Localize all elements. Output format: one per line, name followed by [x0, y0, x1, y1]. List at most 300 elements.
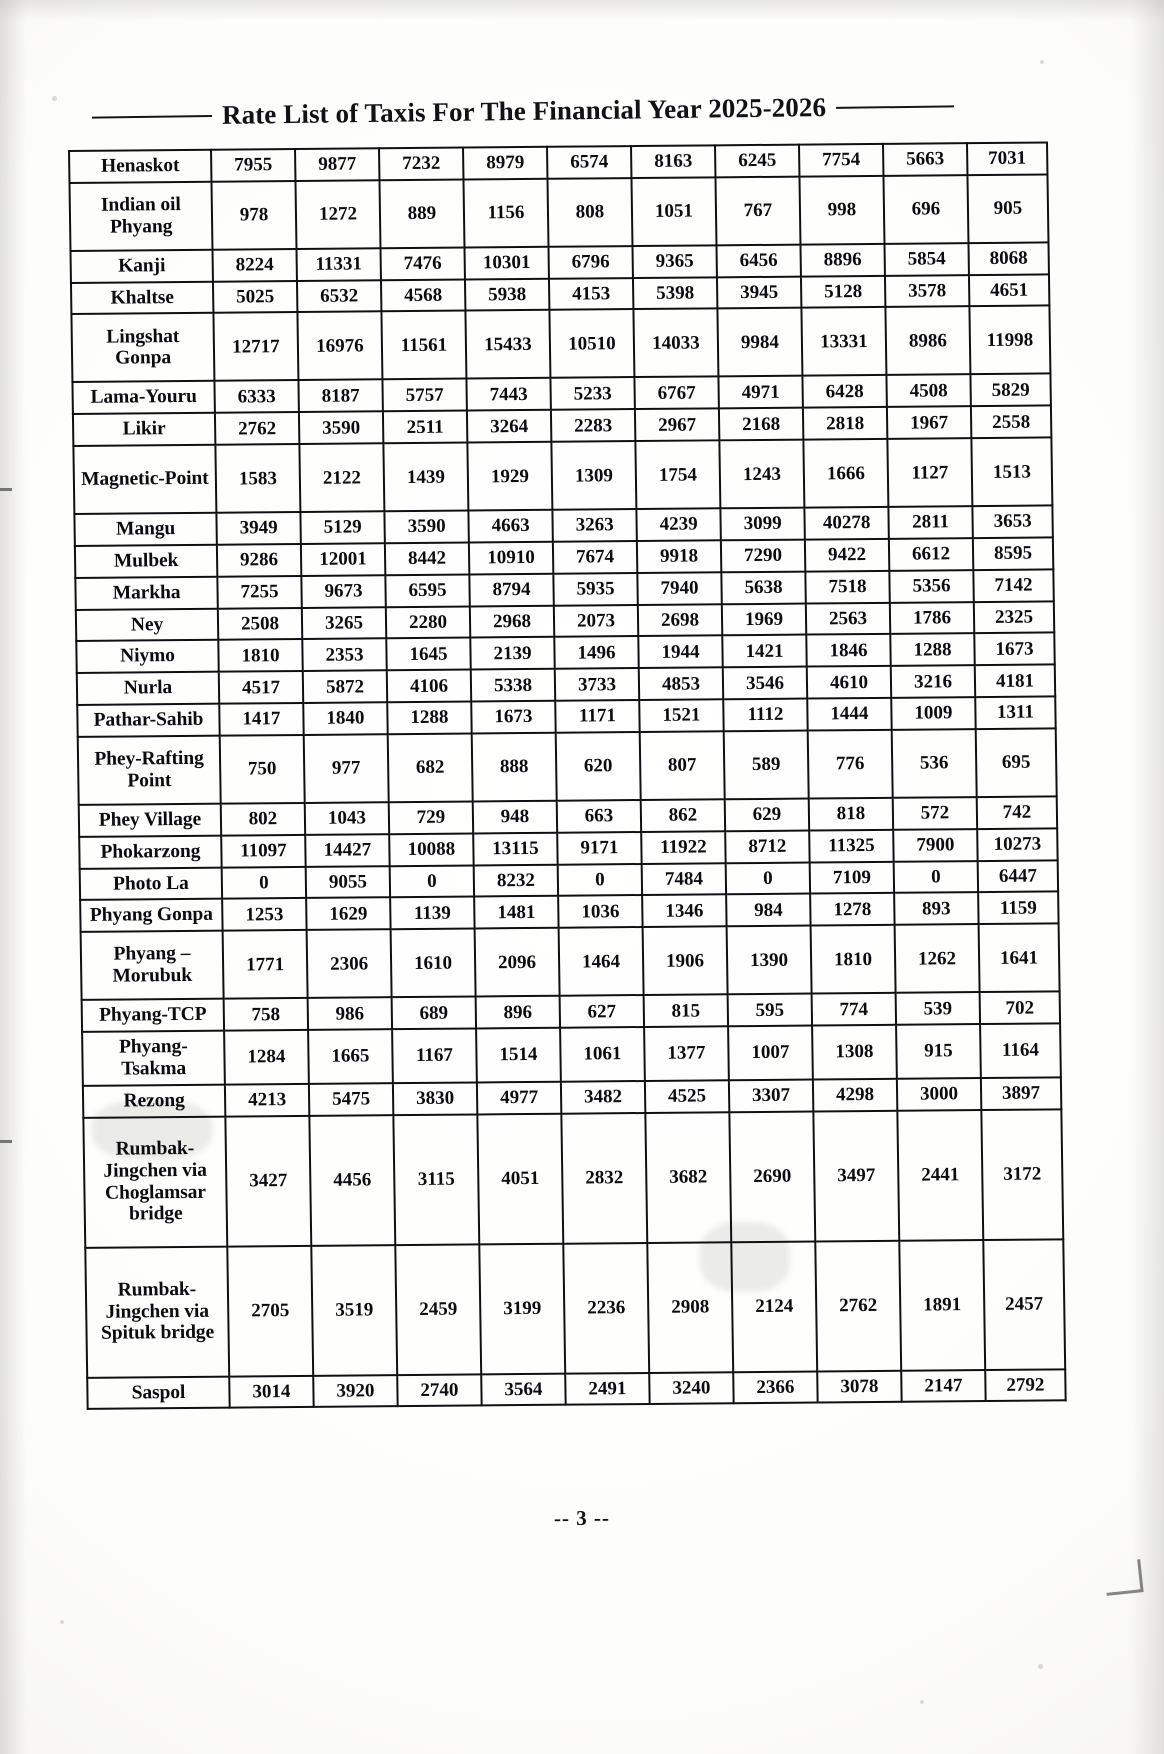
row-label: Lingshat Gonpa — [71, 313, 214, 382]
scan-speck — [1040, 60, 1044, 64]
rate-cell: 896 — [476, 996, 560, 1029]
rate-cell: 1346 — [642, 895, 726, 928]
rate-cell: 8794 — [469, 574, 553, 607]
table-row — [85, 1239, 1065, 1378]
rate-cell: 5475 — [309, 1083, 393, 1116]
rate-cell: 3733 — [555, 668, 639, 701]
rate-cell: 1846 — [806, 634, 890, 667]
rate-cell: 4568 — [381, 279, 465, 312]
rate-cell: 3263 — [552, 509, 636, 542]
rate-cell: 3897 — [981, 1077, 1061, 1110]
rate-cell: 8068 — [968, 242, 1048, 275]
rate-cell: 2459 — [395, 1244, 481, 1375]
row-label: Indian oil Phyang — [69, 182, 212, 251]
rate-cell: 3920 — [313, 1375, 397, 1408]
row-label: Markha — [75, 577, 217, 610]
table-row — [73, 438, 1052, 515]
rate-cell: 6796 — [548, 246, 632, 279]
rate-cell: 2491 — [565, 1373, 649, 1406]
rate-cell: 9055 — [306, 866, 390, 899]
rate-cell: 5356 — [889, 570, 973, 603]
rate-cell: 948 — [473, 801, 557, 834]
rate-cell: 7290 — [721, 540, 805, 573]
row-label: Rezong — [83, 1084, 225, 1117]
rate-cell: 9877 — [295, 148, 379, 181]
page-title: Rate List of Taxis For The Financial Year 2025-2026 — [221, 92, 827, 130]
rate-cell: 1967 — [887, 406, 971, 439]
rate-cell: 1444 — [807, 698, 891, 731]
rate-cell: 4663 — [468, 510, 552, 543]
rate-cell: 1673 — [974, 633, 1054, 666]
rate-cell: 2147 — [901, 1370, 985, 1403]
rate-cell: 3427 — [225, 1115, 311, 1246]
rate-cell: 1514 — [476, 1028, 561, 1082]
rate-cell: 9286 — [217, 544, 301, 577]
rate-cell: 8979 — [463, 147, 547, 180]
row-label: Phyang-Tsakma — [82, 1031, 225, 1086]
rate-cell: 3199 — [479, 1243, 565, 1374]
rate-cell: 758 — [224, 998, 308, 1031]
rate-cell: 1906 — [643, 927, 728, 996]
rate-cell: 7443 — [466, 378, 550, 411]
rate-cell: 8442 — [385, 542, 469, 575]
rate-cell: 1929 — [467, 442, 552, 511]
rate-cell: 5829 — [970, 374, 1050, 407]
row-label: Phyang – Morubuk — [81, 931, 224, 1000]
rate-cell: 3830 — [393, 1082, 477, 1115]
rate-cell: 1641 — [979, 924, 1060, 993]
rate-cell: 3578 — [885, 275, 969, 308]
row-label: Mangu — [74, 513, 216, 546]
rate-cell: 3240 — [649, 1372, 733, 1405]
rate-cell: 998 — [799, 176, 884, 245]
rate-cell: 905 — [967, 174, 1048, 243]
table-row — [83, 1109, 1063, 1248]
rate-cell: 1309 — [551, 441, 636, 510]
rate-cell: 11331 — [296, 248, 380, 281]
rate-cell: 2122 — [299, 443, 384, 512]
rate-cell: 3682 — [645, 1112, 731, 1243]
rate-cell: 4106 — [387, 670, 471, 703]
scan-speck — [60, 1620, 64, 1624]
rate-cell: 4610 — [807, 666, 891, 699]
row-label: Nurla — [77, 672, 219, 705]
rate-cell: 5129 — [300, 511, 384, 544]
rate-cell: 2096 — [475, 928, 560, 997]
rate-cell: 2325 — [974, 601, 1054, 634]
rate-cell: 5338 — [471, 669, 555, 702]
rate-cell: 0 — [222, 867, 306, 900]
rate-cell: 6447 — [978, 860, 1058, 893]
title-rule-right — [836, 105, 954, 109]
rate-table-wrapper — [68, 142, 1045, 1410]
rate-cell: 7900 — [893, 829, 977, 862]
rate-cell: 4971 — [718, 376, 802, 409]
rate-cell: 1308 — [812, 1025, 897, 1079]
rate-cell: 10301 — [464, 247, 548, 280]
rate-cell: 1513 — [971, 438, 1052, 507]
rate-cell: 7255 — [217, 576, 301, 609]
rate-cell: 1284 — [224, 1030, 309, 1084]
table-row — [81, 924, 1060, 1001]
rate-cell: 1969 — [722, 603, 806, 636]
rate-cell: 6612 — [889, 538, 973, 571]
rate-cell: 14033 — [633, 309, 718, 378]
rate-cell: 6456 — [716, 244, 800, 277]
rate-cell: 1786 — [890, 602, 974, 635]
rate-cell: 1164 — [980, 1023, 1061, 1077]
rate-cell: 818 — [809, 798, 893, 831]
rate-cell: 986 — [308, 997, 392, 1030]
rate-cell: 1243 — [719, 440, 804, 509]
page-margin-tick — [0, 1140, 12, 1143]
rate-cell: 7955 — [211, 149, 295, 182]
rate-cell: 1159 — [978, 892, 1058, 925]
rate-cell: 1007 — [728, 1026, 813, 1080]
rate-cell: 7518 — [805, 571, 889, 604]
rate-cell: 6595 — [385, 574, 469, 607]
rate-cell: 595 — [728, 994, 812, 1027]
rate-cell: 3546 — [723, 667, 807, 700]
rate-cell: 776 — [808, 730, 893, 799]
table-row — [71, 306, 1050, 383]
rate-cell: 1439 — [383, 443, 468, 512]
rate-cell: 978 — [211, 181, 296, 250]
rate-cell: 10088 — [389, 833, 473, 866]
table-row — [78, 728, 1057, 805]
rate-cell: 7476 — [380, 247, 464, 280]
rate-cell: 1810 — [811, 925, 896, 994]
table-row — [69, 174, 1048, 251]
rate-cell: 3078 — [817, 1370, 901, 1403]
rate-cell: 5233 — [550, 378, 634, 411]
rate-cell: 3265 — [302, 607, 386, 640]
rate-cell: 589 — [724, 730, 809, 799]
rate-cell: 1061 — [560, 1027, 645, 1081]
rate-cell: 0 — [390, 865, 474, 898]
rate-cell: 5757 — [382, 379, 466, 412]
rate-cell: 767 — [715, 176, 800, 245]
rate-cell: 3172 — [981, 1109, 1063, 1240]
rate-cell: 8232 — [474, 864, 558, 897]
rate-cell: 3000 — [897, 1078, 981, 1111]
row-label: Phey Village — [79, 804, 221, 837]
rate-cell: 4508 — [886, 375, 970, 408]
rate-cell: 2558 — [971, 406, 1051, 439]
rate-cell: 1127 — [887, 438, 972, 507]
rate-cell: 6245 — [715, 145, 799, 178]
rate-cell: 8187 — [298, 380, 382, 413]
rate-cell: 4456 — [309, 1115, 395, 1246]
scan-speck — [52, 96, 57, 101]
rate-cell: 6767 — [634, 377, 718, 410]
row-label: Phyang-TCP — [82, 999, 224, 1032]
rate-cell: 1278 — [810, 893, 894, 926]
rate-cell: 7031 — [967, 142, 1047, 175]
rate-cell: 2818 — [803, 407, 887, 440]
rate-cell: 1139 — [390, 897, 474, 930]
rate-cell: 3307 — [729, 1079, 813, 1112]
rate-cell: 2283 — [551, 409, 635, 442]
row-label: Niymo — [76, 640, 218, 673]
rate-cell: 663 — [557, 800, 641, 833]
rate-cell: 3590 — [299, 412, 383, 445]
row-label: Mulbek — [75, 545, 217, 578]
rate-cell: 5938 — [465, 278, 549, 311]
row-label: Rumbak-Jingchen via Spituk bridge — [85, 1246, 229, 1377]
rate-cell: 2968 — [470, 605, 554, 638]
rate-cell: 1311 — [975, 697, 1055, 730]
rate-cell: 1417 — [219, 703, 303, 736]
rate-cell: 2280 — [386, 606, 470, 639]
rate-cell: 9365 — [632, 245, 716, 278]
row-label: Khaltse — [71, 281, 213, 314]
rate-cell: 5854 — [884, 243, 968, 276]
rate-cell: 1288 — [890, 634, 974, 667]
rate-cell: 682 — [388, 733, 473, 802]
row-label: Henaskot — [69, 150, 211, 183]
row-label: Kanji — [70, 250, 212, 283]
rate-cell: 889 — [379, 179, 464, 248]
rate-cell: 3497 — [813, 1110, 899, 1241]
rate-cell: 2306 — [307, 929, 392, 998]
rate-cell: 3519 — [311, 1245, 397, 1376]
row-label: Phyang Gonpa — [80, 899, 222, 932]
rate-cell: 1167 — [392, 1029, 477, 1083]
row-label: Likir — [73, 413, 215, 446]
rate-cell: 1673 — [471, 701, 555, 734]
rate-cell: 1583 — [215, 444, 300, 513]
rate-cell: 4051 — [477, 1113, 563, 1244]
rate-cell: 572 — [893, 797, 977, 830]
rate-cell: 2236 — [563, 1243, 649, 1374]
rate-cell: 11998 — [969, 306, 1050, 375]
rate-cell: 8224 — [212, 249, 296, 282]
rate-cell: 2811 — [888, 506, 972, 539]
rate-cell: 16976 — [297, 312, 382, 381]
rate-cell: 536 — [892, 729, 977, 798]
rate-cell: 13115 — [473, 833, 557, 866]
rate-cell: 742 — [977, 796, 1057, 829]
rate-cell: 1043 — [305, 802, 389, 835]
rate-cell: 6428 — [802, 375, 886, 408]
scan-speck — [1038, 1664, 1043, 1669]
rate-cell: 2441 — [897, 1110, 983, 1241]
rate-cell: 2762 — [815, 1240, 901, 1371]
row-label: Phey-Rafting Point — [78, 736, 221, 805]
rate-cell: 12717 — [213, 312, 298, 381]
rate-cell: 702 — [980, 992, 1060, 1025]
rate-table — [68, 141, 1067, 1410]
rate-cell: 5663 — [883, 143, 967, 176]
rate-cell: 774 — [812, 993, 896, 1026]
rate-cell: 8712 — [725, 830, 809, 863]
rate-cell: 15433 — [465, 310, 550, 379]
rate-cell: 862 — [641, 799, 725, 832]
rate-cell: 2168 — [719, 408, 803, 441]
rate-cell: 1272 — [295, 180, 380, 249]
rate-cell: 2563 — [806, 602, 890, 635]
rate-cell: 13331 — [801, 307, 886, 376]
rate-cell: 1262 — [895, 924, 980, 993]
rate-cell: 2508 — [218, 608, 302, 641]
rate-cell: 9673 — [301, 575, 385, 608]
rate-cell: 1036 — [558, 895, 642, 928]
rate-cell: 40278 — [804, 507, 888, 540]
rate-cell: 2832 — [561, 1113, 647, 1244]
rate-cell: 2366 — [733, 1371, 817, 1404]
title-rule-left — [92, 115, 212, 119]
rate-cell: 4298 — [813, 1079, 897, 1112]
rate-cell: 1481 — [474, 896, 558, 929]
rate-cell: 3653 — [972, 506, 1052, 539]
rate-cell: 2698 — [638, 604, 722, 637]
rate-cell: 1666 — [803, 439, 888, 508]
rate-cell: 7142 — [973, 569, 1053, 602]
rate-cell: 3564 — [481, 1373, 565, 1406]
rate-cell: 1253 — [222, 898, 306, 931]
page-number: -- 3 -- — [553, 1505, 611, 1531]
rate-cell: 12001 — [301, 543, 385, 576]
rate-cell: 4651 — [969, 274, 1049, 307]
rate-cell: 11097 — [221, 835, 305, 868]
rate-cell: 4853 — [639, 668, 723, 701]
row-label: Ney — [76, 608, 218, 641]
rate-cell: 729 — [389, 801, 473, 834]
rate-cell: 5872 — [303, 671, 387, 704]
rate-cell: 1288 — [387, 702, 471, 735]
rate-cell: 3014 — [229, 1375, 313, 1408]
rate-cell: 1171 — [555, 700, 639, 733]
rate-cell: 6333 — [214, 380, 298, 413]
rate-cell: 7754 — [799, 144, 883, 177]
rate-cell: 7232 — [379, 148, 463, 181]
rate-table-body — [69, 142, 1066, 1409]
rate-cell: 1377 — [644, 1026, 729, 1080]
row-label: Magnetic-Point — [73, 445, 216, 514]
rate-cell: 750 — [220, 735, 305, 804]
row-label: Rumbak-Jingchen via Choglamsar bridge — [83, 1116, 227, 1247]
page-margin-tick — [0, 488, 12, 491]
rate-cell: 539 — [896, 992, 980, 1025]
rate-cell: 802 — [221, 803, 305, 836]
rate-cell: 7109 — [810, 861, 894, 894]
rate-cell: 9422 — [805, 539, 889, 572]
rate-cell: 2762 — [215, 412, 299, 445]
rate-cell: 888 — [472, 733, 557, 802]
rate-cell: 2353 — [302, 639, 386, 672]
rate-cell: 8163 — [631, 145, 715, 178]
rate-cell: 3949 — [216, 512, 300, 545]
rate-cell: 8595 — [973, 537, 1053, 570]
rate-cell: 4181 — [975, 665, 1055, 698]
table-row — [82, 1023, 1061, 1085]
rate-cell: 2457 — [983, 1239, 1065, 1370]
rate-cell: 1629 — [306, 898, 390, 931]
rate-cell: 2740 — [397, 1374, 481, 1407]
rate-cell: 4517 — [219, 671, 303, 704]
rate-cell: 689 — [392, 997, 476, 1030]
page-edge-shadow-top — [0, 0, 1164, 22]
rate-cell: 11561 — [381, 311, 466, 380]
rate-cell: 893 — [894, 892, 978, 925]
rate-cell: 10910 — [469, 542, 553, 575]
rate-cell: 1464 — [559, 927, 644, 996]
rate-cell: 7940 — [637, 572, 721, 605]
rate-cell: 3590 — [384, 511, 468, 544]
rate-cell: 11325 — [809, 830, 893, 863]
rate-cell: 1521 — [639, 699, 723, 732]
rate-cell: 1754 — [635, 440, 720, 509]
rate-cell: 8896 — [800, 244, 884, 277]
rate-cell: 2705 — [227, 1245, 313, 1376]
title-block — [92, 90, 952, 132]
rate-cell: 915 — [896, 1024, 981, 1078]
rate-cell: 2511 — [383, 411, 467, 444]
rate-cell: 4525 — [645, 1080, 729, 1113]
rate-cell: 3264 — [467, 410, 551, 443]
rate-cell: 696 — [883, 175, 968, 244]
rate-cell: 9918 — [637, 540, 721, 573]
rate-cell: 6574 — [547, 146, 631, 179]
rate-cell: 10510 — [549, 310, 634, 379]
rate-cell: 3115 — [393, 1114, 479, 1245]
rate-cell: 4213 — [225, 1084, 309, 1117]
rate-cell: 815 — [644, 995, 728, 1028]
rate-cell: 2073 — [554, 605, 638, 638]
rate-cell: 807 — [640, 731, 725, 800]
rate-cell: 1112 — [723, 699, 807, 732]
rate-cell: 620 — [556, 732, 641, 801]
rate-cell: 1810 — [218, 639, 302, 672]
rate-cell: 1009 — [891, 697, 975, 730]
rate-cell: 977 — [304, 734, 389, 803]
rate-cell: 14427 — [305, 834, 389, 867]
rate-cell: 2908 — [647, 1242, 733, 1373]
rate-cell: 3099 — [720, 508, 804, 541]
row-label: Lama-Youru — [72, 381, 214, 414]
rate-cell: 3216 — [891, 665, 975, 698]
rate-cell: 0 — [726, 862, 810, 895]
scan-speck — [920, 1700, 924, 1704]
rate-cell: 1840 — [303, 702, 387, 735]
rate-cell: 1645 — [386, 638, 470, 671]
rate-cell: 1891 — [899, 1240, 985, 1371]
row-label: Saspol — [87, 1376, 229, 1409]
rate-cell: 2124 — [731, 1241, 817, 1372]
rate-cell: 4239 — [636, 508, 720, 541]
rate-cell: 1610 — [391, 929, 476, 998]
rate-cell: 4153 — [549, 278, 633, 311]
rate-cell: 2139 — [470, 637, 554, 670]
rate-cell: 5638 — [721, 571, 805, 604]
rate-cell: 808 — [547, 178, 632, 247]
rate-cell: 9984 — [717, 308, 802, 377]
rate-cell: 10273 — [977, 828, 1057, 861]
rate-cell: 1421 — [722, 635, 806, 668]
rate-cell: 0 — [558, 864, 642, 897]
rate-cell: 1390 — [727, 926, 812, 995]
rate-cell: 9171 — [557, 832, 641, 865]
rate-cell: 6532 — [297, 280, 381, 313]
rate-cell: 7674 — [553, 541, 637, 574]
rate-cell: 8986 — [885, 307, 970, 376]
rate-cell: 984 — [726, 894, 810, 927]
rate-cell: 1051 — [631, 177, 716, 246]
rate-cell: 1771 — [223, 930, 308, 999]
rate-cell: 7484 — [642, 863, 726, 896]
rate-cell: 5935 — [553, 573, 637, 606]
